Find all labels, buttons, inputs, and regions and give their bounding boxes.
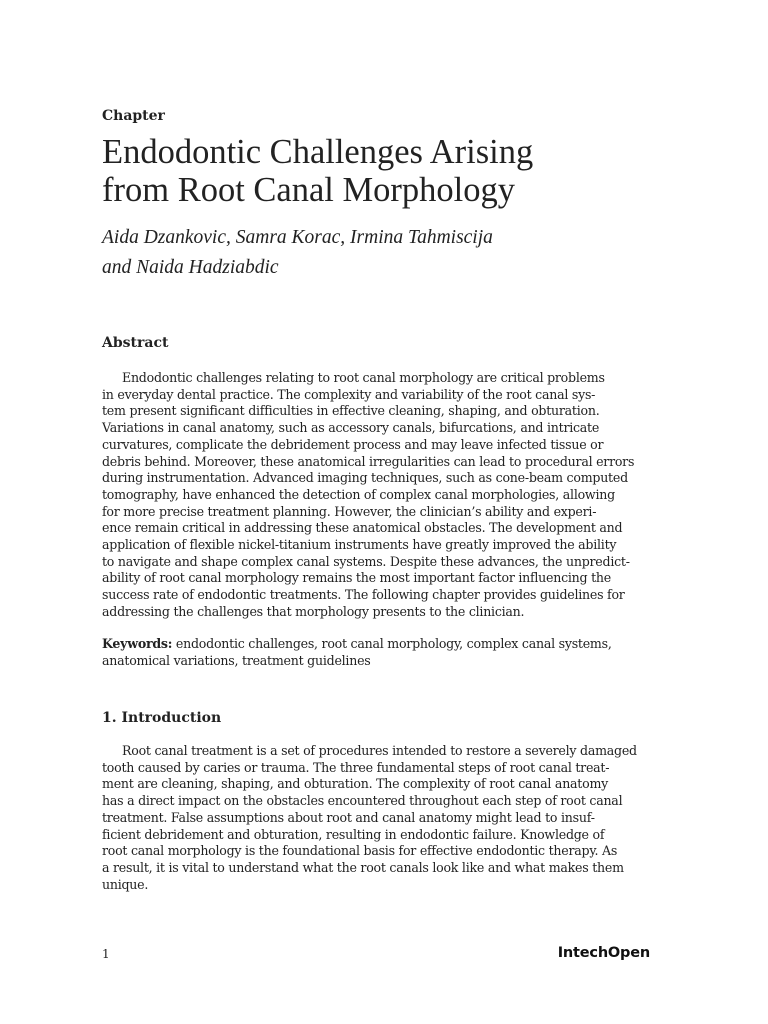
text-line: ence remain critical in addressing these anatomical obstacles. The development and	[102, 520, 623, 536]
text-line: treatment. False assumptions about root and canal anatomy might lead to insuf-	[102, 809, 595, 825]
text-line: tem present significant difficulties in effective cleaning, shaping, and obturation.	[102, 403, 600, 419]
text-line: root canal morphology is the foundational basis for effective endodontic therapy. As	[102, 843, 618, 859]
page-number: 1	[102, 947, 110, 961]
text-line: during instrumentation. Advanced imaging techniques, such as cone-beam computed	[102, 470, 628, 486]
text-line: to navigate and shape complex canal systems. Despite these advances, the unpredict-	[102, 553, 630, 569]
text-line: a result, it is vital to understand what the root canals look like and what makes them	[102, 859, 624, 875]
text-line: tomography, have enhanced the detection of complex canal morphologies, allowing	[102, 486, 615, 502]
text-line: tooth caused by caries or trauma. The three fundamental steps of root canal treat-	[102, 759, 610, 775]
text-line: curvatures, complicate the debridement process and may leave infected tissue or	[102, 436, 604, 452]
abstract-body	[102, 370, 654, 621]
keywords-line: anatomical variations, treatment guidelines	[102, 652, 371, 668]
title-line: Endodontic Challenges Arising	[102, 133, 534, 171]
introduction-body	[102, 743, 654, 893]
text-line: addressing the challenges that morphology presents to the clinician.	[102, 603, 525, 619]
text-line: unique.	[102, 876, 149, 892]
keywords-list: endodontic challenges, root canal morphology, complex canal systems,	[172, 636, 612, 651]
text-line: Endodontic challenges relating to root canal morphology are critical problems	[122, 370, 605, 385]
text-line: ficient debridement and obturation, resulting in endodontic failure. Knowledge of	[102, 826, 605, 842]
author-line: and Naida Hadziabdic	[102, 257, 279, 278]
introduction-heading: 1. Introduction	[102, 710, 222, 726]
keywords-line	[102, 636, 654, 653]
text-line: in everyday dental practice. The complexity and variability of the root canal sys-	[102, 386, 596, 402]
author-line: Aida Dzankovic, Samra Korac, Irmina Tahmiscija	[102, 227, 493, 248]
text-line: debris behind. Moreover, these anatomical irregularities can lead to procedural errors	[102, 453, 635, 469]
text-line: success rate of endodontic treatments. The following chapter provides guidelines for	[102, 587, 625, 603]
author-list	[102, 223, 654, 283]
keywords-block	[102, 636, 654, 669]
text-line: for more precise treatment planning. However, the clinician’s ability and experi-	[102, 503, 597, 519]
text-line: has a direct impact on the obstacles encountered throughout each step of root canal	[102, 793, 623, 809]
title-line: from Root Canal Morphology	[102, 171, 516, 209]
keywords-label: Keywords:	[102, 636, 173, 651]
abstract-heading: Abstract	[102, 335, 169, 351]
text-line: application of flexible nickel-titanium instruments have greatly improved the ability	[102, 537, 617, 553]
text-line: Root canal treatment is a set of procedures intended to restore a severely damaged	[122, 743, 637, 758]
publisher-logo: IntechOpen	[557, 945, 650, 961]
document-page	[102, 0, 654, 1024]
chapter-title	[102, 133, 654, 209]
chapter-label: Chapter	[102, 108, 165, 124]
text-line: Variations in canal anatomy, such as accessory canals, bifurcations, and intricate	[102, 420, 600, 436]
text-line: ability of root canal morphology remains the most important factor influencing the	[102, 570, 611, 586]
text-line: ment are cleaning, shaping, and obturation. The complexity of root canal anatomy	[102, 776, 609, 792]
